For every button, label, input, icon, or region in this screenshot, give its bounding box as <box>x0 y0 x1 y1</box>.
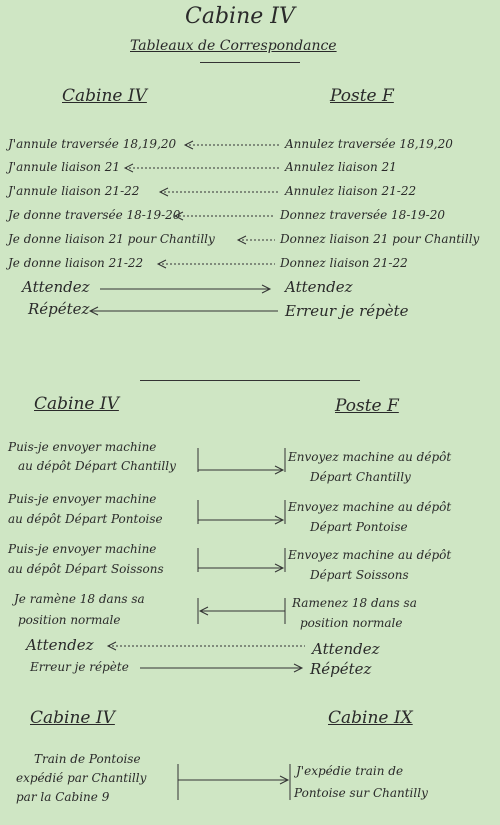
section3-right-head: Cabine IX <box>328 708 413 728</box>
section2-left-head: Cabine IV <box>34 394 119 414</box>
s2-extra-left-1: Erreur je répète <box>30 660 129 674</box>
s2-left2-0: au dépôt Départ Chantilly <box>18 459 176 473</box>
s1-right-4: Donnez liaison 21 pour Chantilly <box>280 232 480 246</box>
s1-right-1: Annulez liaison 21 <box>285 160 397 174</box>
s2-right2-0: Départ Chantilly <box>310 470 411 484</box>
s2-right2-3: position normale <box>300 616 403 630</box>
s1-left-4: Je donne liaison 21 pour Chantilly <box>8 232 215 246</box>
s1-left-0: J'annule traversée 18,19,20 <box>8 137 177 151</box>
section2-right-head: Poste F <box>335 396 399 416</box>
s1-right-5: Donnez liaison 21-22 <box>280 256 408 270</box>
s2-right1-3: Ramenez 18 dans sa <box>292 596 417 610</box>
s3-left-2: par la Cabine 9 <box>16 790 110 804</box>
s3-left-0: Train de Pontoise <box>34 752 141 766</box>
s2-left2-3: position normale <box>18 613 121 627</box>
section3-left-head: Cabine IV <box>30 708 115 728</box>
s3-right-0: J'expédie train de <box>296 764 404 778</box>
section1-right-head: Poste F <box>330 86 394 106</box>
s1-right-6: Attendez <box>285 278 353 296</box>
s1-left-2: J'annule liaison 21-22 <box>8 184 140 198</box>
s1-right-0: Annulez traversée 18,19,20 <box>285 137 453 151</box>
section1-left-head: Cabine IV <box>62 86 147 106</box>
s1-right-3: Donnez traversée 18-19-20 <box>280 208 445 222</box>
s2-left2-1: au dépôt Départ Pontoise <box>8 512 163 526</box>
s1-left-7: Répétez <box>28 300 90 318</box>
s2-extra-right-0: Attendez <box>312 640 380 658</box>
s2-left2-2: au dépôt Départ Soissons <box>8 562 164 576</box>
page-subtitle: Tableaux de Correspondance <box>130 38 337 54</box>
s1-left-5: Je donne liaison 21-22 <box>8 256 144 270</box>
s3-right-1: Pontoise sur Chantilly <box>294 786 428 800</box>
s2-right1-0: Envoyez machine au dépôt <box>288 450 452 464</box>
s2-left1-3: Je ramène 18 dans sa <box>14 592 145 606</box>
s1-right-2: Annulez liaison 21-22 <box>285 184 417 198</box>
s2-left1-2: Puis-je envoyer machine <box>8 542 157 556</box>
page-title: Cabine IV <box>185 4 295 29</box>
s1-left-1: J'annule liaison 21 <box>8 160 121 174</box>
s2-left1-0: Puis-je envoyer machine <box>8 440 157 454</box>
s1-right-7: Erreur je répète <box>285 302 409 320</box>
s2-extra-left-0: Attendez <box>26 636 94 654</box>
s2-extra-right-1: Répétez <box>310 660 372 678</box>
s2-right1-1: Envoyez machine au dépôt <box>288 500 452 514</box>
s2-right1-2: Envoyez machine au dépôt <box>288 548 452 562</box>
s1-left-6: Attendez <box>22 278 90 296</box>
s1-left-3: Je donne traversée 18-19-20 <box>8 208 181 222</box>
s2-right2-2: Départ Soissons <box>310 568 409 582</box>
s2-right2-1: Départ Pontoise <box>310 520 408 534</box>
s2-left1-1: Puis-je envoyer machine <box>8 492 157 506</box>
s3-left-1: expédié par Chantilly <box>16 771 147 785</box>
